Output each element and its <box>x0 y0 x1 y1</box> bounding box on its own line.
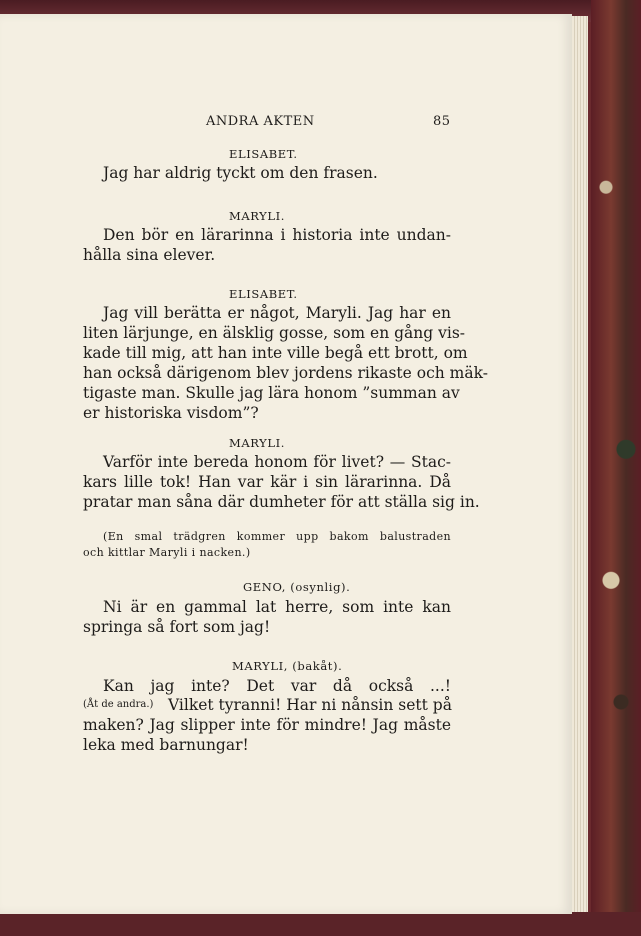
dialogue-line: springa så fort som jag! <box>83 618 271 636</box>
dialogue-line: Den bör en lärarinna i historia inte undan- <box>103 226 451 244</box>
dialogue-line: han också därigenom blev jordens rikaste och mäk- <box>83 364 488 382</box>
dialogue-line: er historiska visdom”? <box>83 404 259 422</box>
speaker-name: MARYLI, (bakåt). <box>232 659 343 673</box>
book-page <box>0 14 572 914</box>
marbled-endpaper <box>591 0 641 936</box>
dialogue-line: tigaste man. Skulle jag lära honom ”summan av <box>83 384 460 402</box>
dialogue-line: pratar man såna där dumheter för att ställa sig in. <box>83 493 480 511</box>
speaker-name: GENO, (osynlig). <box>243 580 351 594</box>
speaker-name: ELISABET. <box>229 287 298 301</box>
running-title: ANDRA AKTEN <box>206 114 315 129</box>
dialogue-line: maken? Jag slipper inte för mindre! Jag måste <box>83 716 451 734</box>
dialogue-line: Vilket tyranni! Har ni nånsin sett på <box>168 696 452 714</box>
dialogue-line: kade till mig, att han inte ville begå ett brott, om <box>83 344 468 362</box>
dialogue-line: hålla sina elever. <box>83 246 216 264</box>
dialogue-line: Jag har aldrig tyckt om den frasen. <box>103 164 378 182</box>
dialogue-line: leka med barnungar! <box>83 736 249 754</box>
book-cover-bottom <box>0 912 641 936</box>
dialogue-line: Varför inte bereda honom för livet? — Stac- <box>103 453 451 471</box>
dialogue-line: kars lille tok! Han var kär i sin lärarinna. Då <box>83 473 451 491</box>
page-number: 85 <box>433 114 451 129</box>
speaker-name: MARYLI. <box>229 436 286 450</box>
dialogue-line: Kan jag inte? Det var då också ...! <box>103 677 451 695</box>
speaker-name: MARYLI. <box>229 209 286 223</box>
dialogue-line: Jag vill berätta er något, Maryli. Jag har en <box>103 304 451 322</box>
stage-direction-aside: (Åt de andra.) <box>83 699 154 710</box>
stage-direction: (En smal trädgren kommer upp bakom balustraden <box>103 530 451 543</box>
speaker-name: ELISABET. <box>229 147 298 161</box>
dialogue-line: Ni är en gammal lat herre, som inte kan <box>103 598 451 616</box>
dialogue-line: liten lärjunge, en älsklig gosse, som en gång vis- <box>83 324 466 342</box>
stage-direction: och kittlar Maryli i nacken.) <box>83 546 251 559</box>
